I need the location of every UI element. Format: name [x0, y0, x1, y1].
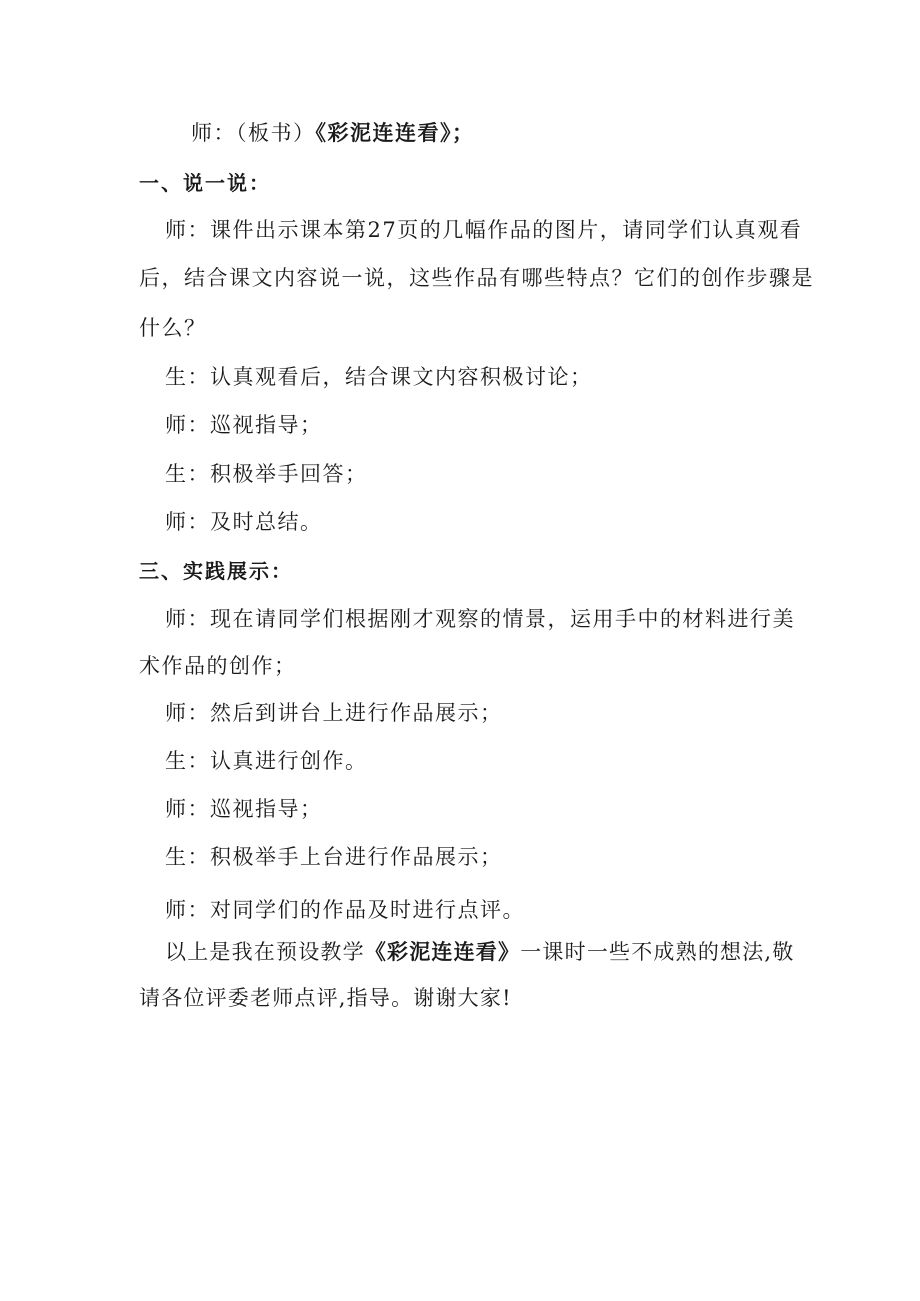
paragraph-line: 生：积极举手上台进行作品展示；: [165, 845, 503, 869]
paragraph-line: 师：课件出示课本第27页的几幅作品的图片，请同学们认真观看: [165, 218, 803, 242]
paragraph-line: 后，结合课文内容说一说，这些作品有哪些特点？它们的创作步骤是: [139, 266, 814, 290]
section-heading-practice: 三、实践展示：: [139, 559, 293, 583]
intro-line: [191, 120, 841, 146]
intro-speaker: 师：: [191, 121, 236, 145]
section-heading-discuss: 一、说一说：: [139, 171, 271, 195]
paragraph-line: 师：对同学们的作品及时进行点评。: [165, 898, 525, 922]
paragraph-line: 什么？: [139, 316, 207, 340]
closing-lesson-title: 《彩泥连连看》: [364, 939, 521, 964]
intro-lesson-title: 《彩泥连连看》；: [315, 120, 475, 145]
closing-post: 一课时一些不成熟的想法,敬: [520, 940, 795, 964]
paragraph-line: 师：现在请同学们根据刚才观察的情景，运用手中的材料进行美: [165, 607, 795, 631]
paragraph-line: 生：认真进行创作。: [165, 749, 368, 773]
closing-line: [165, 939, 815, 965]
closing-line-2: 请各位评委老师点评,指导。谢谢大家!: [139, 986, 512, 1010]
paragraph-line: 生：认真观看后，结合课文内容积极讨论；: [165, 365, 593, 389]
paragraph-line: 师：巡视指导；: [165, 797, 323, 821]
paragraph-line: 术作品的创作；: [139, 654, 297, 678]
paragraph-line: 师：然后到讲台上进行作品展示；: [165, 701, 503, 725]
closing-pre: 以上是我在预设教学: [165, 940, 365, 964]
intro-board-note: （板书）: [236, 121, 316, 145]
paragraph-line: 师：巡视指导；: [165, 413, 323, 437]
paragraph-line: 生：积极举手回答；: [165, 462, 368, 486]
paragraph-line: 师：及时总结。: [165, 510, 323, 534]
